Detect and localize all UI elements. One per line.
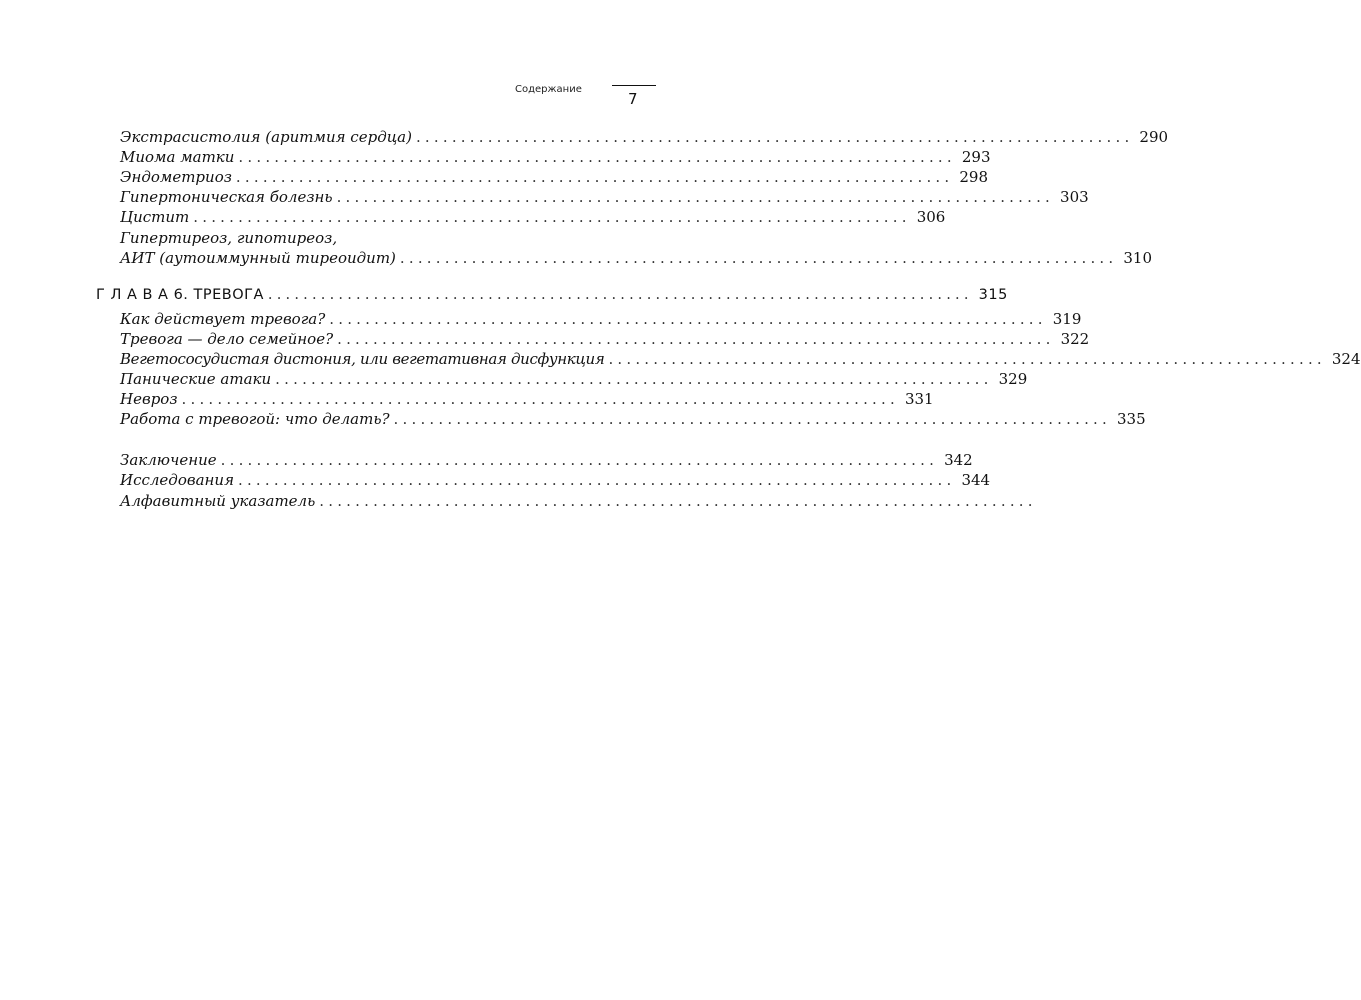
- toc-entry[interactable]: [120, 329, 1090, 349]
- toc-entry-page: 298: [959, 168, 989, 186]
- leader-dots: ................................................................................: [238, 148, 956, 166]
- toc-entry-page: 331: [904, 390, 934, 408]
- toc-entry-page: 290: [1139, 128, 1169, 146]
- toc-entry-page: 322: [1060, 330, 1090, 348]
- toc-entry-page: 335: [1117, 410, 1146, 428]
- toc-chapter-title: Г Л А В А 6. ТРЕВОГА: [96, 287, 264, 303]
- leader-dots: ................................................................................: [267, 287, 973, 303]
- toc-entry[interactable]: [120, 491, 1037, 511]
- toc-entry-page: 319: [1052, 310, 1082, 328]
- toc-entry[interactable]: [120, 369, 1028, 389]
- toc-entry-page: 344: [961, 471, 991, 489]
- leader-dots: ................................................................................: [181, 390, 899, 408]
- toc-entry[interactable]: [120, 470, 991, 490]
- toc-entry-title: Работа с тревогой: что делать?: [120, 410, 390, 428]
- running-head: Содержание: [515, 84, 582, 95]
- leader-dots: ................................................................................: [238, 471, 956, 489]
- leader-dots: ................................................................................: [337, 330, 1055, 348]
- toc-entry-title: Цистит: [120, 208, 190, 226]
- toc-entry-page: 293: [961, 148, 991, 166]
- toc-entry-title: Тревога — дело семейное?: [120, 330, 334, 348]
- toc-entry[interactable]: [120, 167, 989, 187]
- toc-chapter-entry[interactable]: [96, 285, 1008, 305]
- toc-entry-title: Вегетососудистая дистония, или вегетативная дисфункция: [120, 350, 605, 368]
- toc-entry[interactable]: [120, 450, 973, 470]
- leader-dots: ................................................................................: [415, 128, 1134, 146]
- toc-entry[interactable]: [120, 248, 1152, 268]
- leader-dots: ................................................................................: [336, 188, 1055, 206]
- leader-dots: ................................................................................: [608, 350, 1326, 368]
- toc-entry-title: Как действует тревога?: [120, 310, 326, 328]
- toc-entry-page: 342: [944, 451, 973, 469]
- leader-dots: ................................................................................: [235, 168, 954, 186]
- leader-dots: ................................................................................: [393, 410, 1111, 428]
- toc-entry[interactable]: [120, 309, 1082, 329]
- toc-entry-title: Заключение: [120, 451, 217, 469]
- leader-dots: ................................................................................: [319, 492, 1037, 510]
- toc-entry-page: 310: [1123, 249, 1152, 267]
- toc-entry-page: 324: [1331, 350, 1361, 368]
- leader-dots: ................................................................................: [399, 249, 1118, 267]
- toc-entry-page: 329: [998, 370, 1028, 388]
- toc-entry-title: Экстрасистолия (аритмия сердца): [120, 128, 412, 146]
- page-number-rule: [612, 85, 656, 86]
- toc-entry-title: Гипертоническая болезнь: [120, 188, 333, 206]
- toc-entry-page: 315: [978, 287, 1008, 303]
- toc-entry[interactable]: [120, 127, 1169, 147]
- toc-entry[interactable]: [120, 207, 946, 227]
- leader-dots: ................................................................................: [220, 451, 939, 469]
- toc-entry[interactable]: [120, 349, 1361, 369]
- toc-entry-title-line1: Гипертиреоз, гипотиреоз,: [120, 229, 338, 247]
- page-number: 7: [628, 90, 638, 108]
- toc-entry[interactable]: [120, 389, 934, 409]
- toc-entry-title: Миома матки: [120, 148, 235, 166]
- toc-entry-title: Панические атаки: [120, 370, 272, 388]
- toc-entry[interactable]: [120, 409, 1146, 429]
- leader-dots: ................................................................................: [193, 208, 911, 226]
- toc-entry-title: Алфавитный указатель: [120, 492, 316, 510]
- toc-entry-title: АИТ (аутоиммунный тиреоидит): [120, 249, 396, 267]
- leader-dots: ................................................................................: [275, 370, 993, 388]
- toc-entry-title: Эндометриоз: [120, 168, 232, 186]
- toc-entry-title: Исследования: [120, 471, 234, 489]
- toc-entry[interactable]: [120, 147, 991, 167]
- leader-dots: ................................................................................: [329, 310, 1047, 328]
- toc-entry[interactable]: [120, 187, 1089, 207]
- toc-entry-page: 303: [1060, 188, 1089, 206]
- toc-entry-page: 306: [916, 208, 946, 226]
- toc-entry-title: Невроз: [120, 390, 178, 408]
